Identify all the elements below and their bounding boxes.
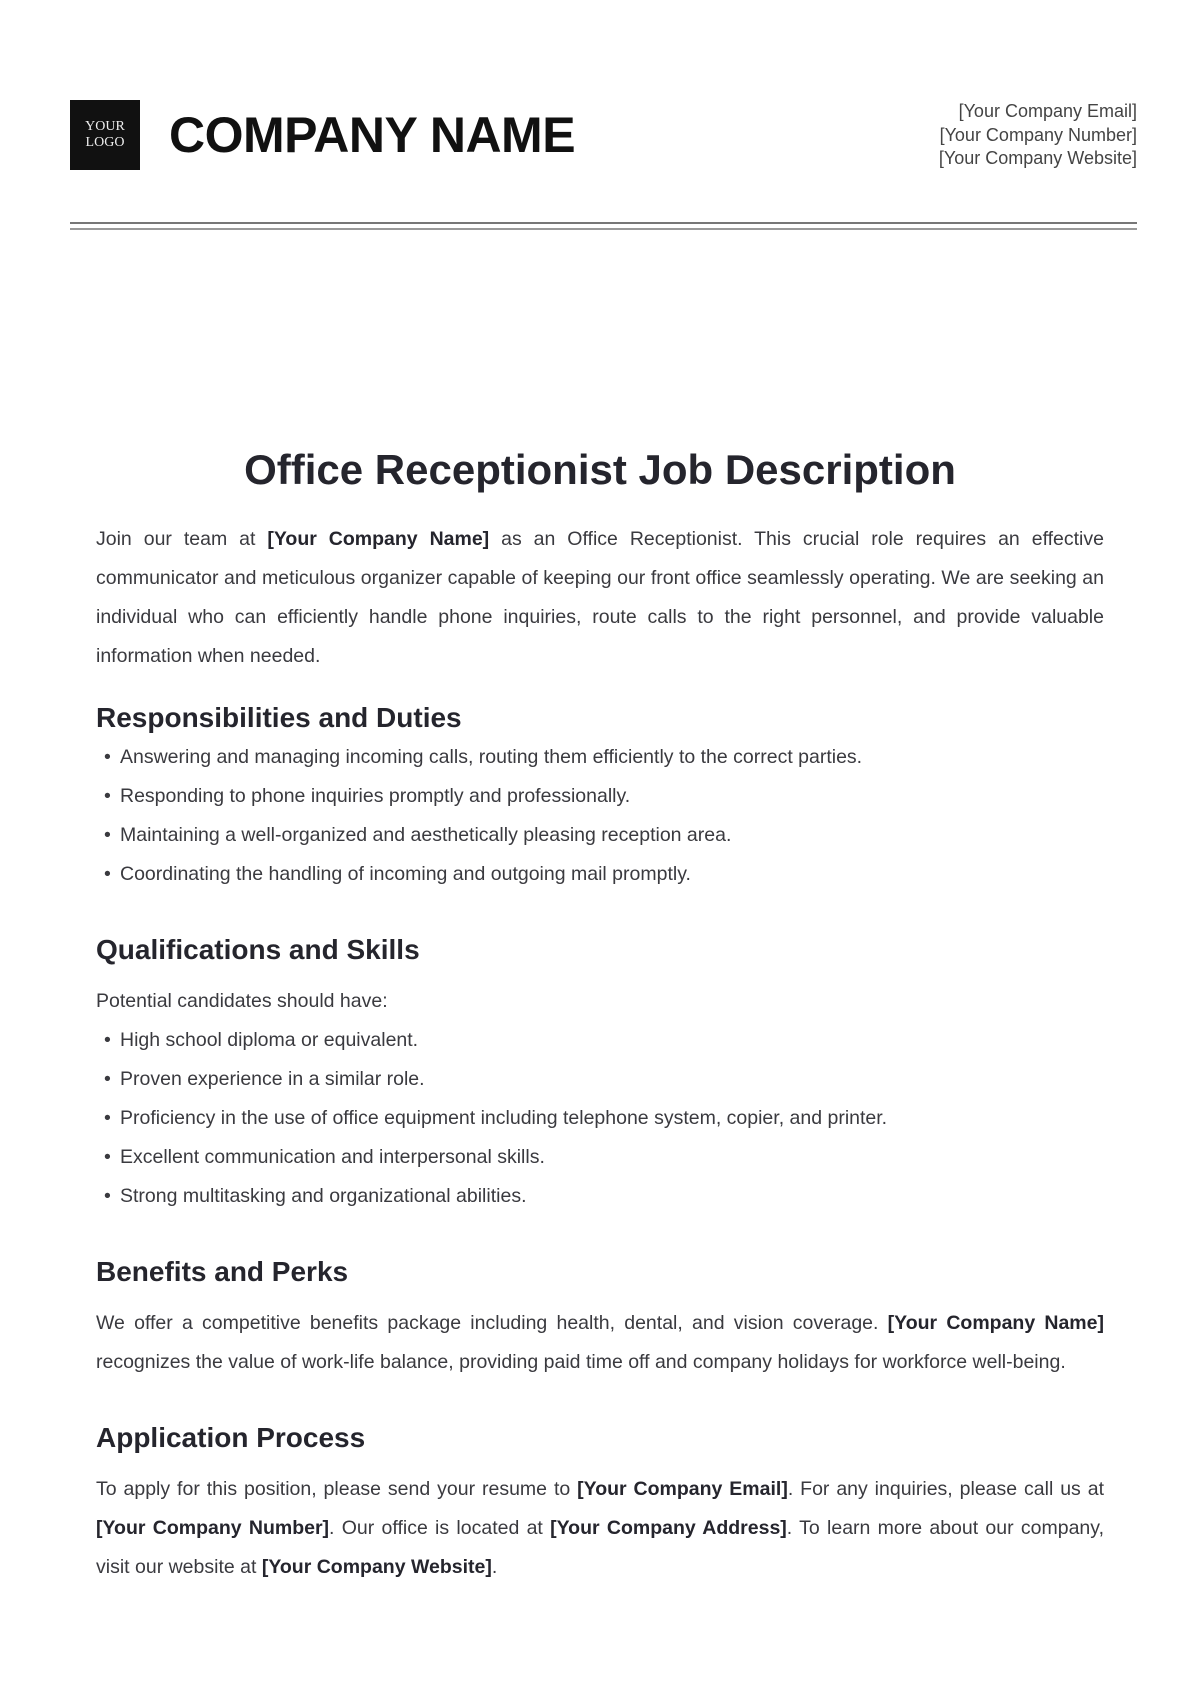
intro-paragraph: Join our team at [Your Company Name] as an Office Receptionist. This crucial role requires an effective communicator and meticulous organizer capable of keeping our front office seamlessly operating. We are seeking an individual who can efficiently handle phone inquiries, route calls to the right personnel, and provide valuable information when needed. bbox=[96, 528, 1104, 667]
list-item: • Coordinating the handling of incoming and outgoing mail promptly. bbox=[96, 855, 1104, 894]
responsibilities-heading: Responsibilities and Duties bbox=[96, 702, 462, 733]
page-title: Office Receptionist Job Description bbox=[244, 446, 956, 493]
contact-number: [Your Company Number] bbox=[939, 124, 1137, 145]
list-item: • Proven experience in a similar role. bbox=[96, 1060, 1104, 1099]
qualifications-list bbox=[96, 1021, 1104, 1216]
contact-email: [Your Company Email] bbox=[958, 101, 1137, 121]
logo-text-line: LOGO bbox=[85, 135, 125, 150]
header-divider bbox=[70, 228, 1137, 230]
company-logo bbox=[70, 100, 140, 170]
contact-block bbox=[939, 100, 1137, 171]
list-item: • Answering and managing incoming calls, routing them efficiently to the correct parties. bbox=[96, 738, 1104, 777]
logo-text-line: YOUR bbox=[85, 119, 125, 134]
benefits-heading: Benefits and Perks bbox=[96, 1256, 349, 1287]
list-item: • Proficiency in the use of office equipment including telephone system, copier, and printer. bbox=[96, 1099, 1104, 1138]
header-divider bbox=[70, 222, 1137, 224]
application-heading: Application Process bbox=[96, 1422, 366, 1453]
list-item: • Maintaining a well-organized and aesthetically pleasing reception area. bbox=[96, 816, 1104, 855]
company-name: COMPANY NAME bbox=[169, 107, 576, 163]
qualifications-lead: Potential candidates should have: bbox=[96, 990, 388, 1012]
list-item: • Excellent communication and interpersonal skills. bbox=[96, 1138, 1104, 1177]
benefits-paragraph: We offer a competitive benefits package including health, dental, and vision coverage. [Your Company Name] recognizes the value of work-life balance, providing paid time off and company holidays for workforce well-being. bbox=[96, 1312, 1104, 1373]
qualifications-heading: Qualifications and Skills bbox=[96, 934, 420, 965]
list-item: • Responding to phone inquiries promptly and professionally. bbox=[96, 777, 1104, 816]
document-body bbox=[96, 520, 1104, 1587]
list-item: • High school diploma or equivalent. bbox=[96, 1021, 1104, 1060]
contact-website: [Your Company Website] bbox=[938, 148, 1137, 168]
list-item: • Strong multitasking and organizational abilities. bbox=[96, 1177, 1104, 1216]
application-paragraph: To apply for this position, please send your resume to [Your Company Email]. For any inquiries, please call us at [Your Company Number]. Our office is located at [Your Company Address]. To learn more about our company, visit our website at [Your Company Website]. bbox=[96, 1478, 1104, 1578]
responsibilities-list bbox=[96, 738, 1104, 894]
